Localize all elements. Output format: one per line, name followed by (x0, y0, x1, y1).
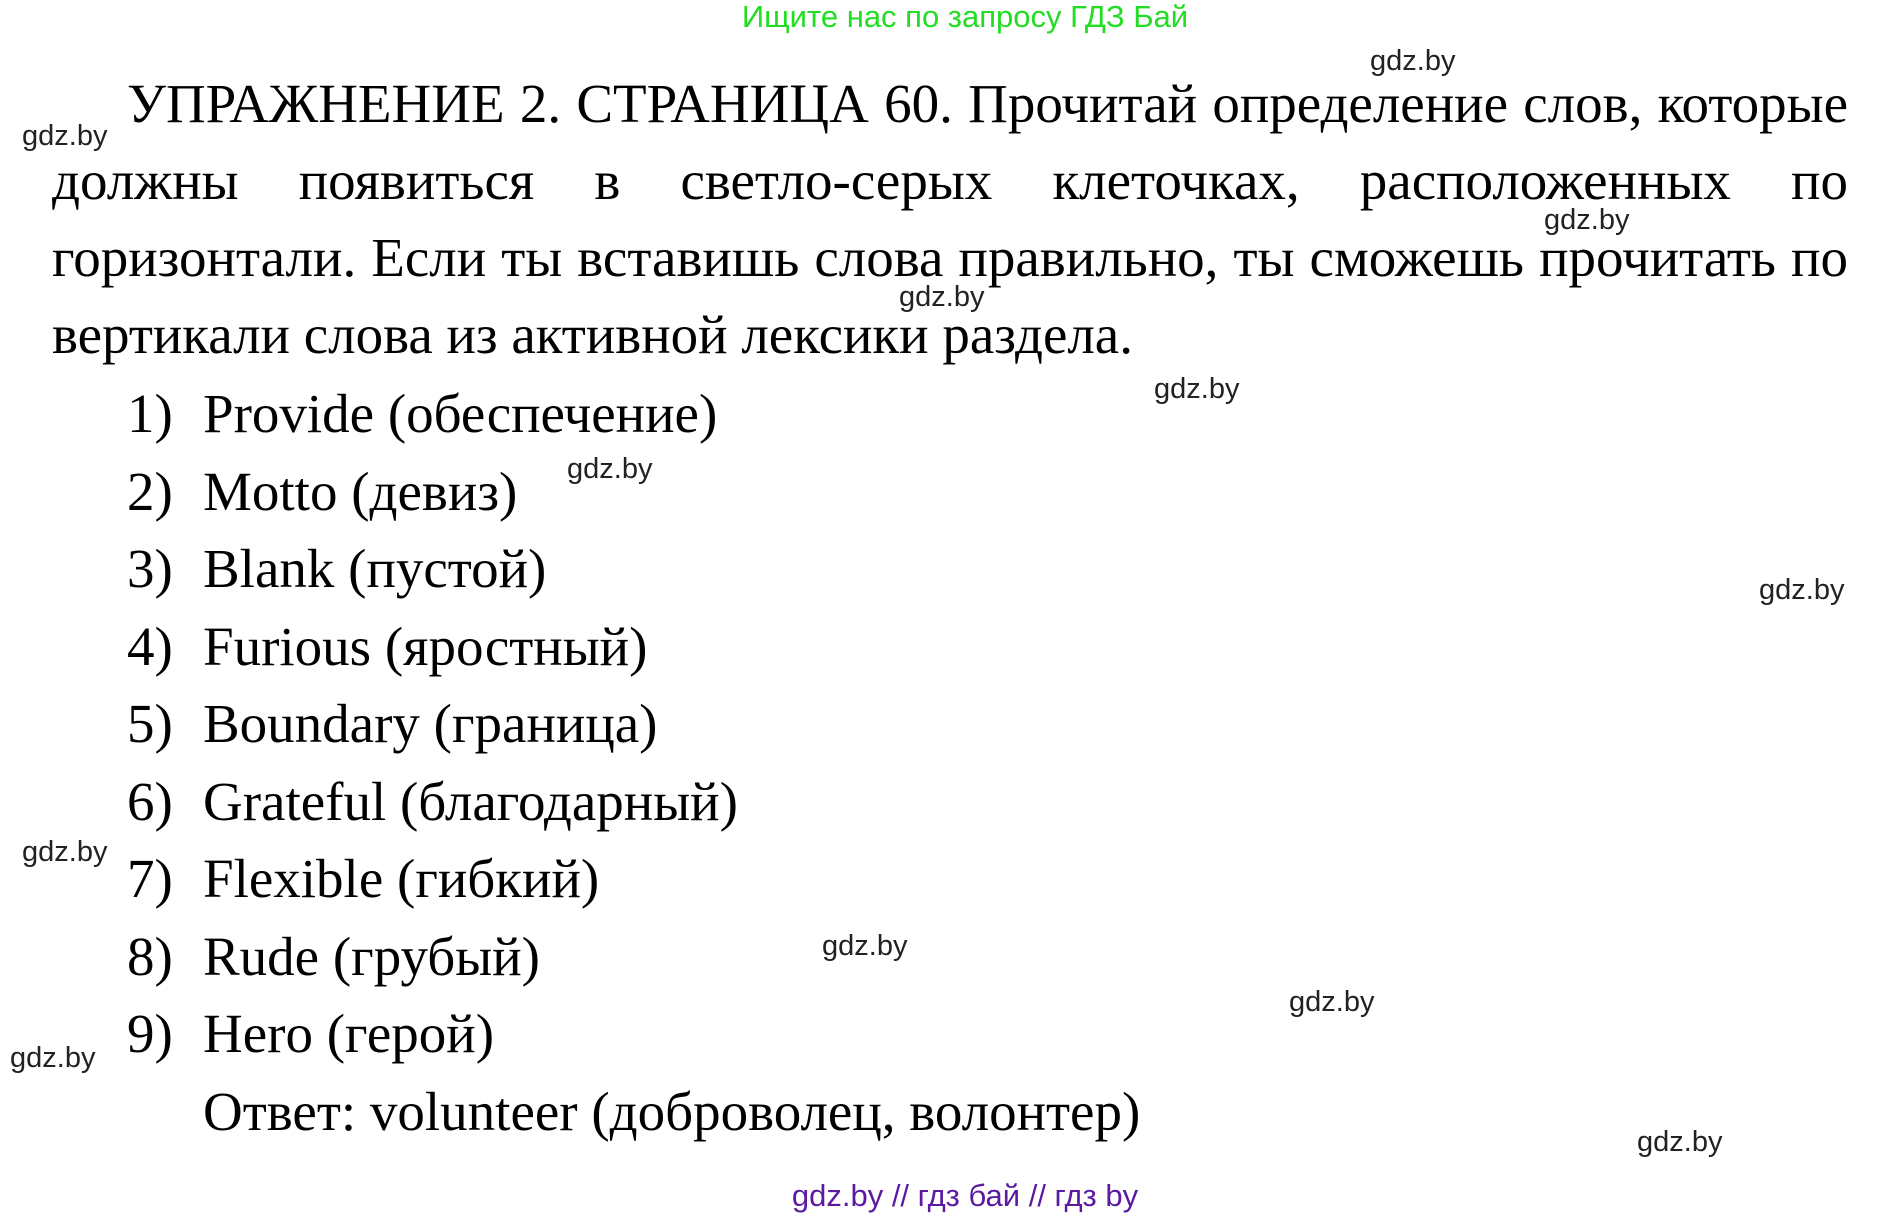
item-number: 3) (127, 538, 173, 599)
item-text: Rude (грубый) (203, 925, 540, 987)
item-text: Motto (девиз) (203, 460, 518, 522)
item-number: 6) (127, 770, 173, 832)
item-number: 2) (127, 460, 173, 522)
answer-line (127, 1073, 1140, 1151)
answer-list (127, 375, 1140, 1150)
item-text: Furious (яростный) (203, 615, 648, 677)
watermark: gdz.by (22, 120, 108, 152)
watermark: gdz.by (22, 836, 108, 868)
watermark: gdz.by (10, 1042, 96, 1074)
item-text: Hero (герой) (203, 1003, 495, 1064)
item-text: Blank (пустой) (203, 538, 547, 599)
watermark: gdz.by (1289, 986, 1375, 1018)
item-number: 8) (127, 925, 173, 987)
watermark: gdz.by (1544, 204, 1630, 236)
watermark: gdz.by (1370, 45, 1456, 77)
item-number: 9) (127, 1003, 173, 1064)
list-item (127, 608, 1140, 686)
answer-text: Ответ: volunteer (доброволец, волонтер) (203, 1080, 1141, 1142)
search-promo-banner: Ищите нас по запросу ГДЗ Бай (741, 0, 1189, 34)
item-text: Provide (обеспечение) (203, 383, 718, 444)
list-item (127, 840, 1140, 918)
list-item (127, 375, 1140, 453)
footer-links: gdz.by // гдз бай // гдз by (791, 1178, 1139, 1213)
watermark: gdz.by (1759, 574, 1845, 606)
watermark: gdz.by (1154, 373, 1240, 405)
item-number: 5) (127, 693, 173, 754)
item-number: 4) (127, 615, 173, 677)
list-item (127, 763, 1140, 841)
item-text: Grateful (благодарный) (203, 770, 738, 832)
item-text: Boundary (граница) (203, 693, 658, 754)
list-item (127, 995, 1140, 1073)
list-item (127, 918, 1140, 996)
watermark: gdz.by (899, 281, 985, 313)
list-item (127, 685, 1140, 763)
watermark: gdz.by (822, 930, 908, 962)
item-number: 7) (127, 848, 173, 909)
exercise-text: УПРАЖНЕНИЕ 2. СТРАНИЦА 60. Прочитай определение слов, которые должны появиться в светло-серых клеточках, расположенных по горизонтали. Если ты вставишь слова правильно, ты сможешь прочитать по вертикали слова из активной лексики раздела. (52, 73, 1848, 365)
watermark: gdz.by (567, 453, 653, 485)
item-text: Flexible (гибкий) (203, 848, 600, 909)
watermark: gdz.by (1637, 1126, 1723, 1158)
list-item (127, 530, 1140, 608)
item-number: 1) (127, 383, 173, 444)
